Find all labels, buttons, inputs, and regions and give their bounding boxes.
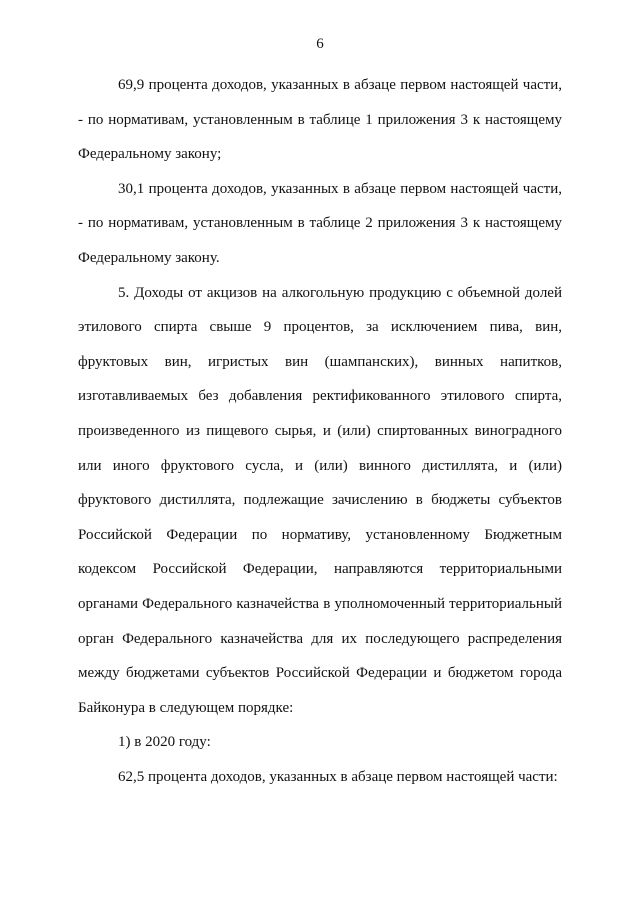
- page-number: 6: [316, 36, 324, 52]
- document-body: [78, 68, 562, 794]
- paragraph-69-9-percent: 69,9 процента доходов, указанных в абзаце первом настоящей части, - по нормативам, установленным в таблице 1 приложения 3 к настоящему Федеральному закону;: [78, 77, 562, 163]
- paragraph-item-5-excise-revenue: 5. Доходы от акцизов на алкогольную продукцию с объемной долей этилового спирта свыше 9 процентов, за исключением пива, вин, фруктовых вин, игристых вин (шампанских), винных напитков, изготавливаемых без добавления ректификованного этилового спирта, произведенного из пищевого сырья, и (или) спиртованных виноградного или иного фруктового сусла, и (или) винного дистиллята, и (или) фруктового дистиллята, подлежащие зачислению в бюджеты субъектов Российской Федерации по нормативу, установленному Бюджетным кодексом Российской Федерации, направляются территориальными органами Федерального казначейства в уполномоченный территориальный орган Федерального казначейства для их последующего распределения между бюджетами субъектов Российской Федерации и бюджетом города Байконура в следующем порядке:: [78, 284, 562, 716]
- paragraph-30-1-percent: 30,1 процента доходов, указанных в абзаце первом настоящей части, - по нормативам, установленным в таблице 2 приложения 3 к настоящему Федеральному закону.: [78, 180, 562, 266]
- paragraph-2020-year: 1) в 2020 году:: [118, 734, 211, 751]
- paragraph-62-5-percent: 62,5 процента доходов, указанных в абзаце первом настоящей части:: [118, 768, 558, 785]
